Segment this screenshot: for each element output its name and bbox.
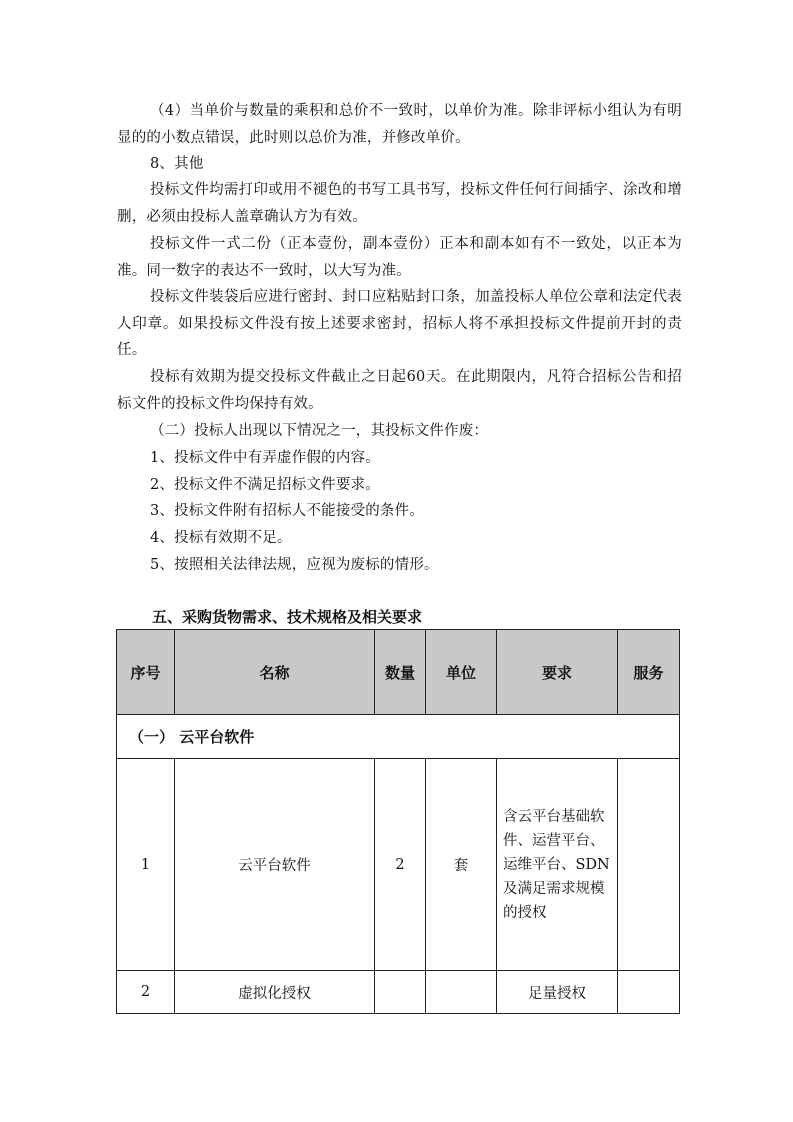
list-item-invalid-4: 4、投标有效期不足。 bbox=[150, 530, 292, 546]
list-item-invalid-5: 5、按照相关法律法规，应视为废标的情形。 bbox=[150, 557, 439, 573]
cell-serial: 2 bbox=[117, 971, 175, 1014]
cell-name: 云平台软件 bbox=[175, 759, 375, 971]
cell-service bbox=[618, 971, 680, 1014]
cell-requirement: 足量授权 bbox=[497, 971, 618, 1014]
header-serial: 序号 bbox=[117, 630, 175, 715]
cell-name: 虚拟化授权 bbox=[175, 971, 375, 1014]
requirements-table bbox=[116, 629, 680, 1014]
table-header-row bbox=[117, 630, 680, 715]
header-service: 服务 bbox=[618, 630, 680, 715]
section-title: 五、采购货物需求、技术规格及相关要求 bbox=[152, 608, 423, 626]
cell-quantity: 2 bbox=[375, 759, 426, 971]
paragraph-invalid-heading: （二）投标人出现以下情况之一，其投标文件作废： bbox=[150, 423, 489, 439]
list-item-invalid-1: 1、投标文件中有弄虚作假的内容。 bbox=[150, 450, 380, 466]
header-quantity: 数量 bbox=[375, 630, 426, 715]
header-requirement: 要求 bbox=[497, 630, 618, 715]
table-row bbox=[117, 971, 680, 1014]
cell-requirement: 含云平台基础软件、运营平台、运维平台、SDN及满足需求规模的授权 bbox=[497, 759, 618, 971]
paragraph-printing: 投标文件均需打印或用不褪色的书写工具书写，投标文件任何行间插字、涂改和增删，必须由投标人盖章确认方为有效。 bbox=[117, 182, 682, 225]
paragraph-validity: 投标有效期为提交投标文件截止之日起60天。在此期限内，凡符合招标公告和招标文件的投标文件均保持有效。 bbox=[117, 369, 682, 412]
cell-unit: 套 bbox=[426, 759, 497, 971]
cell-serial: 1 bbox=[117, 759, 175, 971]
table-group-row bbox=[117, 715, 680, 759]
cell-unit bbox=[426, 971, 497, 1014]
paragraph-copies: 投标文件一式二份（正本壹份，副本壹份）正本和副本如有不一致处，以正本为准。同一数字的表达不一致时，以大写为准。 bbox=[117, 236, 682, 279]
paragraph-other-heading: 8、其他 bbox=[150, 156, 204, 172]
group-label: （一） 云平台软件 bbox=[117, 715, 680, 759]
list-item-invalid-3: 3、投标文件附有招标人不能接受的条件。 bbox=[150, 503, 425, 519]
cell-service bbox=[618, 759, 680, 971]
cell-quantity bbox=[375, 971, 426, 1014]
header-unit: 单位 bbox=[426, 630, 497, 715]
list-item-invalid-2: 2、投标文件不满足招标文件要求。 bbox=[150, 477, 380, 493]
table-row bbox=[117, 759, 680, 971]
paragraph-sealing: 投标文件装袋后应进行密封、封口应粘贴封口条，加盖投标人单位公章和法定代表人印章。如果投标文件没有按上述要求密封，招标人将不承担投标文件提前开封的责任。 bbox=[117, 289, 682, 358]
paragraph-unit-price: （4）当单价与数量的乘积和总价不一致时，以单价为准。除非评标小组认为有明显的的小数点错误，此时则以总价为准，并修改单价。 bbox=[117, 103, 682, 146]
header-name: 名称 bbox=[175, 630, 375, 715]
